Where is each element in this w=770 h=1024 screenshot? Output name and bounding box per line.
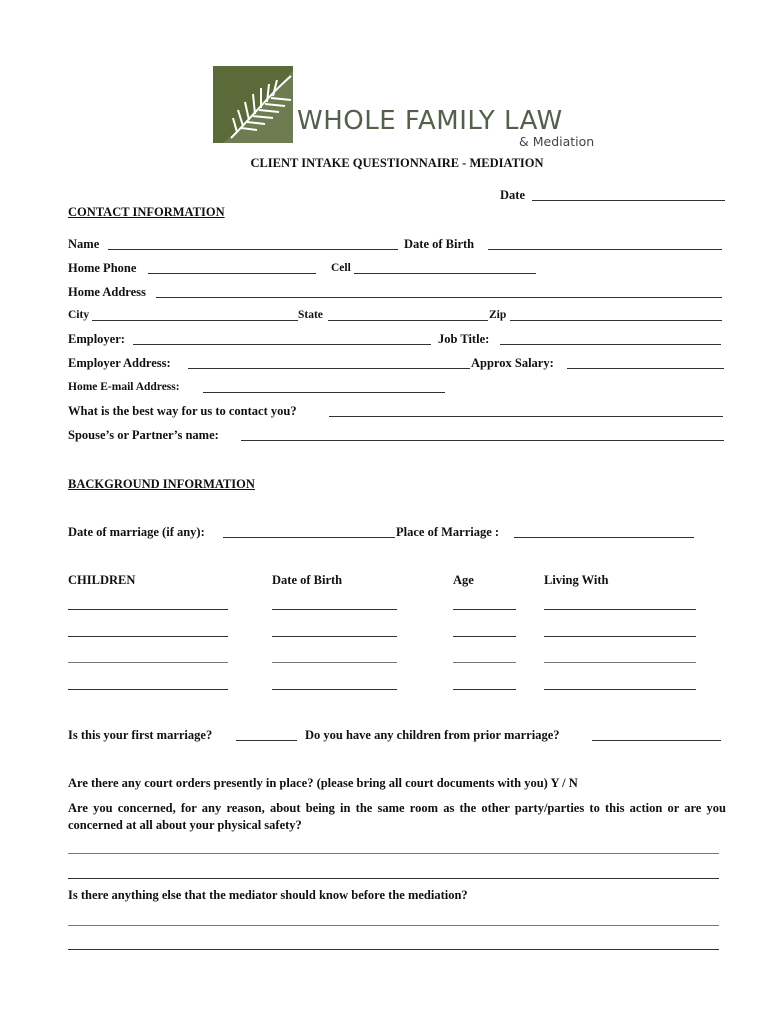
child-dob-field[interactable] [272,662,397,663]
home-address-label: Home Address [68,285,146,299]
child-age-field[interactable] [453,662,516,663]
date-field[interactable] [532,200,725,201]
logo-subtitle: & Mediation [519,134,595,149]
court-orders-question: Are there any court orders presently in place? (please bring all court documents with you) Y / N [68,776,578,790]
child-living-field[interactable] [544,689,696,690]
living-with-column-header: Living With [544,573,609,587]
name-field[interactable] [108,249,398,250]
home-phone-field[interactable] [148,273,316,274]
child-age-field[interactable] [453,609,516,610]
email-label: Home E-mail Address: [68,381,180,393]
approx-salary-field[interactable] [567,368,724,369]
background-heading: BACKGROUND INFORMATION [68,477,255,491]
dob-field[interactable] [488,249,722,250]
date-marriage-label: Date of marriage (if any): [68,525,205,539]
zip-field[interactable] [510,320,722,321]
employer-label: Employer: [68,332,125,346]
email-field[interactable] [203,392,445,393]
form-title: CLIENT INTAKE QUESTIONNAIRE - MEDIATION [250,156,544,170]
date-marriage-field[interactable] [223,537,395,538]
logo-wordmark: WHOLE FAMILY LAW [297,106,563,136]
anything-else-question: Is there anything else that the mediator should know before the mediation? [68,888,468,902]
child-dob-column-header: Date of Birth [272,573,343,587]
first-marriage-field[interactable] [236,740,297,741]
job-title-label: Job Title: [438,332,490,346]
prior-children-label: Do you have any children from prior marriage? [305,728,560,742]
safety-concern-question: Are you concerned, for any reason, about being in the same room as the other party/parties to this action or are you concerned at all about your physical safety? [68,801,726,832]
anything-else-answer-line[interactable] [68,949,719,950]
place-marriage-label: Place of Marriage : [396,525,500,539]
home-phone-label: Home Phone [68,261,137,275]
state-label: State [298,309,323,321]
child-dob-field[interactable] [272,636,397,637]
cell-field[interactable] [354,273,536,274]
child-name-field[interactable] [68,609,228,610]
approx-salary-label: Approx Salary: [471,356,554,370]
name-label: Name [68,237,100,251]
cell-label: Cell [331,262,351,274]
child-living-field[interactable] [544,636,696,637]
child-living-field[interactable] [544,662,696,663]
date-label: Date [500,188,525,202]
safety-answer-line[interactable] [68,878,719,879]
child-name-field[interactable] [68,662,228,663]
anything-else-answer-line[interactable] [68,925,719,926]
employer-address-field[interactable] [188,368,470,369]
best-way-field[interactable] [329,416,723,417]
employer-field[interactable] [133,344,431,345]
first-marriage-label: Is this your first marriage? [68,728,213,742]
child-age-field[interactable] [453,636,516,637]
home-address-field[interactable] [156,297,722,298]
best-way-label: What is the best way for us to contact you? [68,404,297,418]
city-label: City [68,309,90,321]
safety-answer-line[interactable] [68,853,719,854]
logo-leaf-mark [213,66,293,143]
children-column-header: CHILDREN [68,573,136,587]
place-marriage-field[interactable] [514,537,694,538]
spouse-field[interactable] [241,440,724,441]
child-name-field[interactable] [68,636,228,637]
child-age-field[interactable] [453,689,516,690]
child-dob-field[interactable] [272,609,397,610]
job-title-field[interactable] [500,344,721,345]
state-field[interactable] [328,320,488,321]
employer-address-label: Employer Address: [68,356,171,370]
spouse-label: Spouse’s or Partner’s name: [68,428,219,442]
age-column-header: Age [453,573,474,587]
zip-label: Zip [489,309,507,321]
prior-children-field[interactable] [592,740,721,741]
city-field[interactable] [92,320,298,321]
contact-heading: CONTACT INFORMATION [68,205,225,219]
child-dob-field[interactable] [272,689,397,690]
dob-label: Date of Birth [404,237,475,251]
child-name-field[interactable] [68,689,228,690]
child-living-field[interactable] [544,609,696,610]
